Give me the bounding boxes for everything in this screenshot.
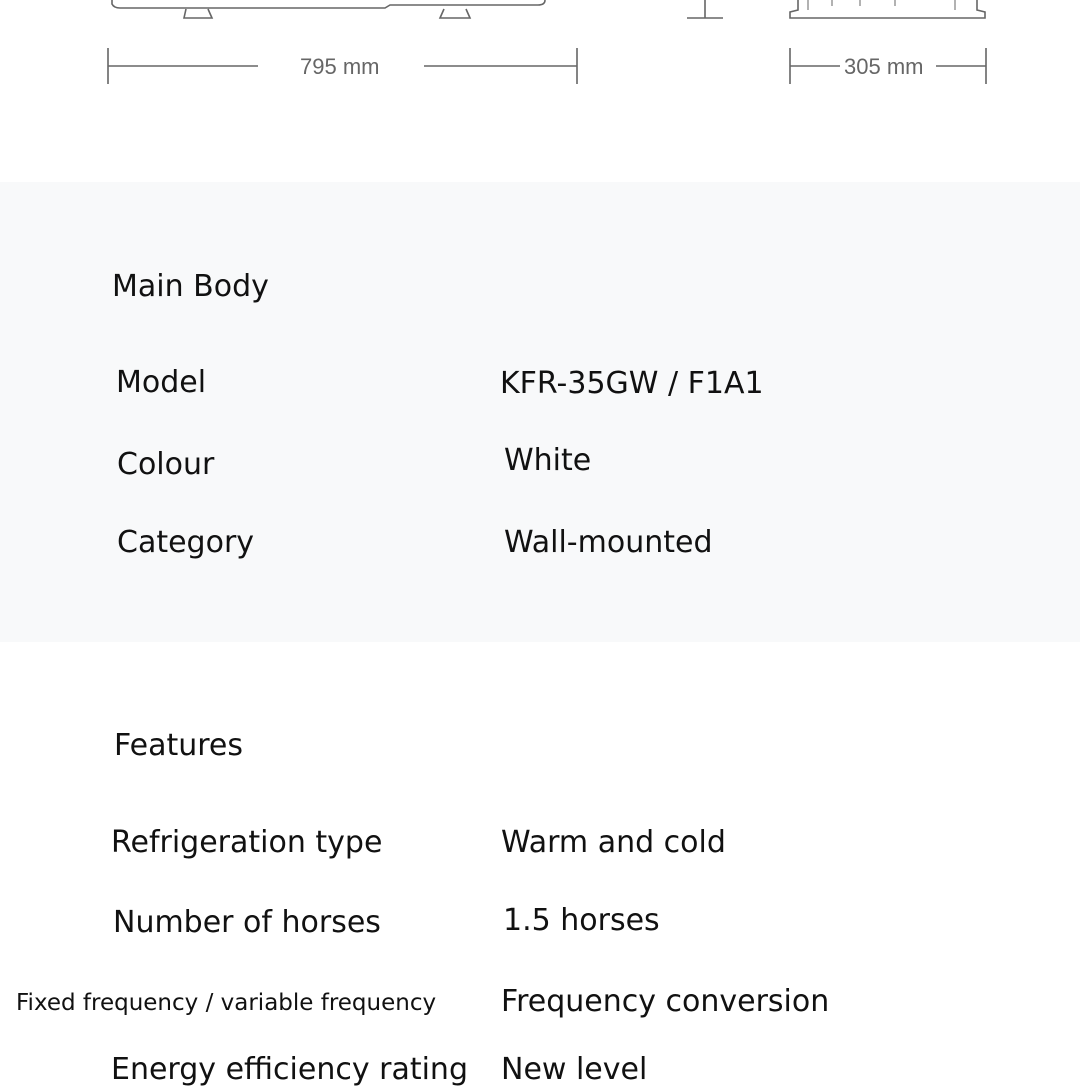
side-unit-detail [808,0,955,10]
spec-value-colour: White [504,443,592,478]
spec-label-category: Category [117,525,255,560]
main-body-section [0,182,1080,642]
left-foot [184,9,212,18]
spec-value-energy-efficiency: New level [501,1052,648,1086]
spec-value-refrigeration-type: Warm and cold [501,825,726,860]
depth-dimension-line-right [936,48,986,84]
spec-label-colour: Colour [117,447,215,482]
side-stand [687,0,723,18]
spec-value-model: KFR-35GW / F1A1 [500,366,764,401]
features-title: Features [114,728,243,763]
spec-label-frequency-type: Fixed frequency / variable frequency [16,990,437,1016]
width-dimension-line-left [108,48,258,84]
right-foot [440,9,470,18]
spec-value-category: Wall-mounted [504,525,713,560]
spec-value-number-of-horses: 1.5 horses [503,903,660,938]
width-dimension-line-right [424,48,577,84]
dimension-diagram [0,0,1080,110]
side-unit-outline [790,0,985,18]
depth-dimension-label: 305 mm [844,54,924,79]
spec-label-number-of-horses: Number of horses [113,905,381,940]
spec-label-energy-efficiency: Energy efficiency rating [111,1052,468,1086]
spec-value-frequency-type: Frequency conversion [501,984,830,1019]
width-dimension-label: 795 mm [300,54,380,79]
spec-label-model: Model [116,365,207,400]
spec-label-refrigeration-type: Refrigeration type [111,825,383,860]
main-body-title: Main Body [112,269,269,304]
front-unit-outline [112,0,545,8]
depth-dimension-line-left [790,48,840,84]
